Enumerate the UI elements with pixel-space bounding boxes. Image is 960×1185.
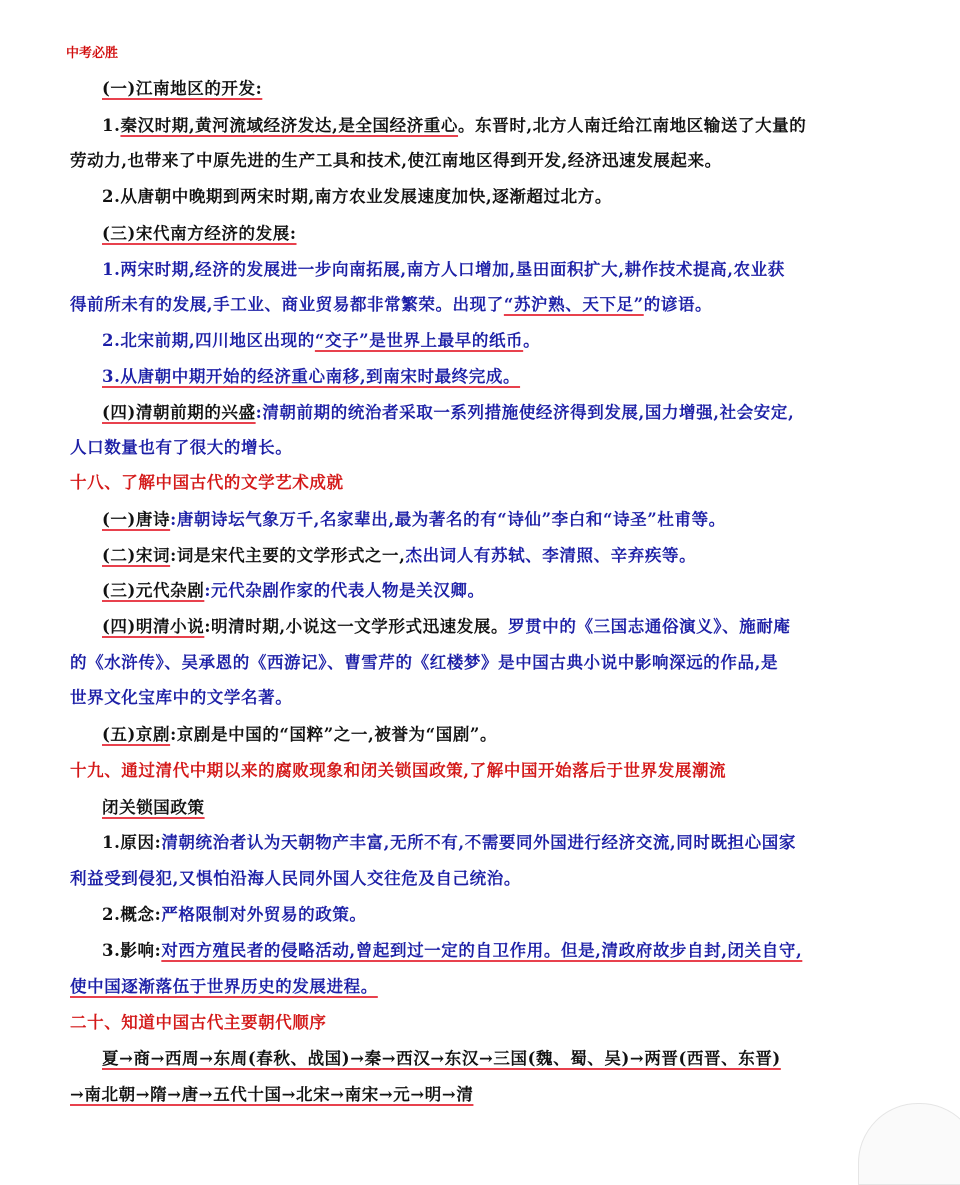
paragraph [102,904,932,926]
literature-item-novel [102,616,932,638]
literature-item-song-ci [102,545,932,567]
paragraph-continued: 劳动力,也带来了中原先进的生产工具和技术,使江南地区得到开发,经济迅速发展起来。 [70,151,722,170]
paragraph-continued: 世界文化宝库中的文学名著。 [70,688,293,707]
para-number: 1. [102,116,121,135]
para-label: 3.影响: [102,941,162,960]
section-title: (四)清朝前期的兴盛 [102,403,256,422]
dynasty-sequence-continued [70,1084,900,1106]
underlined-text: “交子”是世界上最早的纸币 [314,331,524,350]
para-text: 的谚语。 [643,295,713,314]
para-label: 2.概念: [102,905,162,924]
paragraph-continued: 的《水浒传》、吴承恩的《西游记》、曹雪芹的《红楼梦》是中国古典小说中影响深远的作品,是 [70,653,779,672]
underlined-text: 对西方殖民者的侵略活动,曾起到过一定的自卫作用。但是,清政府故步自封,闭关自守, [161,941,803,960]
section-title: (一)江南地区的开发: [102,79,263,98]
dynasty-list: →南北朝→隋→唐→五代十国→北宋→南宋→元→明→清 [70,1085,474,1104]
item-title: (一)唐诗 [102,510,171,529]
paragraph-continued [70,294,900,316]
paragraph [102,832,932,854]
item-text: 罗贯中的《三国志通俗演义》、施耐庵 [508,617,791,636]
item-text: :唐朝诗坛气象万千,名家辈出,最为著名的有“诗仙”李白和“诗圣”杜甫等。 [170,510,726,529]
item-text: :明清时期,小说这一文学形式迅速发展。 [204,617,509,636]
paragraph: 2.从唐朝中晚期到两宋时期,南方农业发展速度加快,逐渐超过北方。 [102,187,612,206]
underlined-text: 使中国逐渐落伍于世界历史的发展进程。 [70,977,378,996]
underlined-text: 3.从唐朝中期开始的经济重心南移,到南宋时最终完成。 [102,367,521,386]
literature-item-tang-poetry [102,509,932,531]
para-label: 1.原因: [102,833,162,852]
item-text: :元代杂剧作家的代表人物是关汉卿。 [204,581,485,600]
item-title: (四)明清小说 [102,617,205,636]
paragraph-continued: 人口数量也有了很大的增长。 [70,438,293,457]
paragraph-continued [70,976,900,998]
item-title: (二)宋词 [102,546,171,565]
item-title: (三)元代杂剧 [102,581,205,600]
para-text: 。东晋时,北方人南迁给江南地区输送了大量的 [458,116,807,135]
para-text: 得前所未有的发展,手工业、商业贸易都非常繁荣。出现了 [70,295,504,314]
underlined-text: “苏沪熟、天下足” [503,295,644,314]
chapter-heading-19: 十九、通过清代中期以来的腐败现象和闭关锁国政策,了解中国开始落后于世界发展潮流 [70,761,727,780]
para-text: 清朝统治者认为天朝物产丰富,无所不有,不需要同外国进行经济交流,同时既担心国家 [161,833,796,852]
paragraph [102,115,932,137]
literature-item-peking-opera [102,724,932,746]
page-header: 中考必胜 [66,46,119,61]
para-text: 。 [523,331,541,350]
section-title: 闭关锁国政策 [102,798,205,817]
dynasty-list: 夏→商→西周→东周(春秋、战国)→秦→西汉→东汉→三国(魏、蜀、吴)→两晋(西晋、东晋) [102,1049,781,1068]
item-text: :词是宋代主要的文学形式之一, [170,546,406,565]
chapter-heading-18: 十八、了解中国古代的文学艺术成就 [70,473,344,492]
section-heading-song [102,223,932,245]
section-heading-qing [102,402,932,424]
scroll-indicator[interactable] [858,1103,960,1185]
underlined-text: 秦汉时期,黄河流域经济发达,是全国经济重心 [120,116,459,135]
paragraph [102,366,932,388]
paragraph [102,940,932,962]
item-text: 杰出词人有苏轼、李清照、辛弃疾等。 [405,546,697,565]
para-text: 严格限制对外贸易的政策。 [161,905,367,924]
paragraph-continued: 利益受到侵犯,又惧怕沿海人民同外国人交往危及自己统治。 [70,869,521,888]
item-title: (五)京剧 [102,725,171,744]
paragraph: 1.两宋时期,经济的发展进一步向南拓展,南方人口增加,垦田面积扩大,耕作技术提高,农业获 [102,260,785,279]
para-text: :清朝前期的统治者采取一系列措施使经济得到发展,国力增强,社会安定, [255,403,795,422]
section-heading-policy [102,797,932,819]
dynasty-sequence [102,1048,932,1070]
para-text: 2.北宋前期,四川地区出现的 [102,331,315,350]
section-heading-jiangnan [102,78,932,100]
paragraph [102,330,932,352]
chapter-heading-20: 二十、知道中国古代主要朝代顺序 [70,1013,327,1032]
item-text: :京剧是中国的“国粹”之一,被誉为“国剧”。 [170,725,498,744]
literature-item-yuan-drama [102,580,932,602]
section-title: (三)宋代南方经济的发展: [102,224,297,243]
